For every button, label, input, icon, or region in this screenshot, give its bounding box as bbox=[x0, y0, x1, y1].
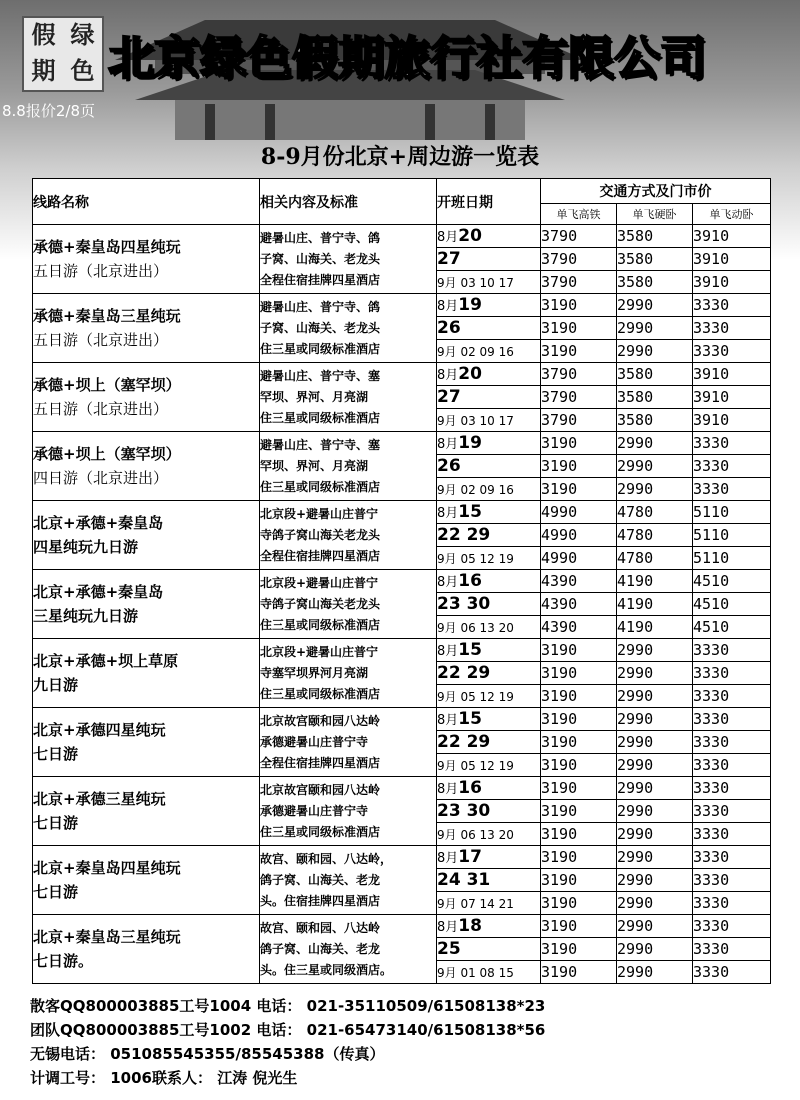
price-cell: 2990 bbox=[617, 455, 693, 478]
price-cell: 2990 bbox=[617, 662, 693, 685]
departure-date: 8月15 bbox=[437, 708, 541, 731]
price-cell: 3330 bbox=[693, 708, 771, 731]
price-cell: 3330 bbox=[693, 639, 771, 662]
departure-date: 8月19 bbox=[437, 294, 541, 317]
header-dates: 开班日期 bbox=[437, 179, 541, 225]
price-cell: 3580 bbox=[617, 271, 693, 294]
price-cell: 4190 bbox=[617, 616, 693, 639]
price-cell: 3190 bbox=[541, 432, 617, 455]
price-cell: 3790 bbox=[541, 409, 617, 432]
price-cell: 3190 bbox=[541, 869, 617, 892]
table-row bbox=[33, 708, 771, 731]
departure-date: 8月16 bbox=[437, 777, 541, 800]
price-cell: 2990 bbox=[617, 869, 693, 892]
price-cell: 3330 bbox=[693, 892, 771, 915]
price-cell: 3190 bbox=[541, 754, 617, 777]
price-cell: 3330 bbox=[693, 800, 771, 823]
price-cell: 3190 bbox=[541, 455, 617, 478]
table-row bbox=[33, 777, 771, 800]
price-cell: 3330 bbox=[693, 432, 771, 455]
route-content: 故宫、颐和园、八达岭 鸽子窝、山海关、老龙 头。住三星或同级酒店。 bbox=[260, 915, 437, 984]
header-transport: 交通方式及门市价 bbox=[541, 179, 771, 204]
departure-date: 9月 07 14 21 bbox=[437, 892, 541, 915]
price-cell: 4780 bbox=[617, 524, 693, 547]
route-name: 北京+承德+秦皇岛 四星纯玩九日游 bbox=[33, 501, 260, 570]
price-cell: 4510 bbox=[693, 570, 771, 593]
price-cell: 5110 bbox=[693, 547, 771, 570]
price-cell: 4190 bbox=[617, 570, 693, 593]
departure-date: 22 29 bbox=[437, 731, 541, 754]
price-cell: 3190 bbox=[541, 685, 617, 708]
price-cell: 3330 bbox=[693, 478, 771, 501]
price-cell: 3790 bbox=[541, 248, 617, 271]
price-cell: 5110 bbox=[693, 501, 771, 524]
departure-date: 9月 03 10 17 bbox=[437, 271, 541, 294]
departure-date: 9月 03 10 17 bbox=[437, 409, 541, 432]
price-cell: 2990 bbox=[617, 915, 693, 938]
price-cell: 2990 bbox=[617, 800, 693, 823]
route-content: 北京故宫颐和园八达岭 承德避暑山庄普宁寺 全程住宿挂牌四星酒店 bbox=[260, 708, 437, 777]
price-cell: 4390 bbox=[541, 593, 617, 616]
departure-date: 9月 05 12 19 bbox=[437, 754, 541, 777]
page-info: 8.8报价2/8页 bbox=[2, 102, 95, 120]
route-content: 避暑山庄、普宁寺、鸽 子窝、山海关、老龙头 全程住宿挂牌四星酒店 bbox=[260, 225, 437, 294]
price-cell: 3910 bbox=[693, 248, 771, 271]
price-cell: 4510 bbox=[693, 616, 771, 639]
price-cell: 3330 bbox=[693, 340, 771, 363]
price-cell: 3790 bbox=[541, 386, 617, 409]
price-cell: 3330 bbox=[693, 662, 771, 685]
route-content: 避暑山庄、普宁寺、塞 罕坝、界河、月亮湖 住三星或同级标准酒店 bbox=[260, 432, 437, 501]
departure-date: 9月 02 09 16 bbox=[437, 340, 541, 363]
departure-date: 23 30 bbox=[437, 593, 541, 616]
price-cell: 3190 bbox=[541, 662, 617, 685]
price-cell: 3190 bbox=[541, 915, 617, 938]
price-cell: 4390 bbox=[541, 616, 617, 639]
departure-date: 22 29 bbox=[437, 524, 541, 547]
departure-date: 26 bbox=[437, 317, 541, 340]
page-title: 8-9月份北京+周边游一览表 bbox=[260, 144, 540, 170]
price-cell: 3330 bbox=[693, 938, 771, 961]
header-content: 相关内容及标准 bbox=[260, 179, 437, 225]
price-cell: 3190 bbox=[541, 340, 617, 363]
route-name: 承德+秦皇岛四星纯玩 五日游（北京进出） bbox=[33, 225, 260, 294]
price-cell: 3580 bbox=[617, 248, 693, 271]
route-name: 承德+坝上（塞罕坝） 四日游（北京进出） bbox=[33, 432, 260, 501]
table-row bbox=[33, 225, 771, 248]
price-cell: 3190 bbox=[541, 317, 617, 340]
price-cell: 4780 bbox=[617, 501, 693, 524]
route-name: 承德+秦皇岛三星纯玩 五日游（北京进出） bbox=[33, 294, 260, 363]
footer-line-4: 计调工号： 1006联系人： 江涛 倪光生 bbox=[30, 1069, 298, 1087]
contact-footer bbox=[30, 994, 545, 1090]
price-cell: 3190 bbox=[541, 478, 617, 501]
company-name: 北京绿色假期旅行社有限公司 bbox=[108, 31, 706, 85]
price-cell: 3790 bbox=[541, 271, 617, 294]
table-row bbox=[33, 432, 771, 455]
route-content: 北京段+避暑山庄普宁 寺鸽子窝山海关老龙头 住三星或同级标准酒店 bbox=[260, 570, 437, 639]
price-cell: 3910 bbox=[693, 225, 771, 248]
price-cell: 3580 bbox=[617, 386, 693, 409]
price-cell: 3190 bbox=[541, 294, 617, 317]
price-cell: 3190 bbox=[541, 961, 617, 984]
price-cell: 3910 bbox=[693, 271, 771, 294]
departure-date: 26 bbox=[437, 455, 541, 478]
footer-line-2: 团队QQ800003885工号1002 电话： 021-65473140/61508138*56 bbox=[30, 1021, 546, 1039]
price-cell: 3330 bbox=[693, 317, 771, 340]
route-name: 北京+承德三星纯玩 七日游 bbox=[33, 777, 260, 846]
price-cell: 3330 bbox=[693, 685, 771, 708]
price-cell: 3190 bbox=[541, 892, 617, 915]
table-row bbox=[33, 639, 771, 662]
price-cell: 4780 bbox=[617, 547, 693, 570]
price-cell: 4510 bbox=[693, 593, 771, 616]
table-row bbox=[33, 294, 771, 317]
route-content: 北京段+避暑山庄普宁 寺塞罕坝界河月亮湖 住三星或同级标准酒店 bbox=[260, 639, 437, 708]
price-cell: 2990 bbox=[617, 754, 693, 777]
price-cell: 2990 bbox=[617, 639, 693, 662]
footer-line-3: 无锡电话： 051085545355/85545388（传真） bbox=[30, 1045, 385, 1063]
subheader-2: 单飞硬卧 bbox=[617, 204, 693, 225]
table-row bbox=[33, 501, 771, 524]
departure-date: 22 29 bbox=[437, 662, 541, 685]
company-logo: 假 绿 期 色 bbox=[22, 16, 104, 92]
price-cell: 2990 bbox=[617, 892, 693, 915]
price-cell: 2990 bbox=[617, 708, 693, 731]
price-cell: 3330 bbox=[693, 869, 771, 892]
departure-date: 8月20 bbox=[437, 225, 541, 248]
route-name: 北京+承德四星纯玩 七日游 bbox=[33, 708, 260, 777]
route-name: 北京+秦皇岛四星纯玩 七日游 bbox=[33, 846, 260, 915]
departure-date: 8月18 bbox=[437, 915, 541, 938]
departure-date: 9月 05 12 19 bbox=[437, 685, 541, 708]
departure-date: 8月15 bbox=[437, 501, 541, 524]
price-cell: 2990 bbox=[617, 846, 693, 869]
route-name: 北京+承德+坝上草原 九日游 bbox=[33, 639, 260, 708]
departure-date: 27 bbox=[437, 248, 541, 271]
subheader-3: 单飞动卧 bbox=[693, 204, 771, 225]
price-cell: 3790 bbox=[541, 363, 617, 386]
price-cell: 4190 bbox=[617, 593, 693, 616]
departure-date: 27 bbox=[437, 386, 541, 409]
route-content: 北京段+避暑山庄普宁 寺鸽子窝山海关老龙头 全程住宿挂牌四星酒店 bbox=[260, 501, 437, 570]
departure-date: 24 31 bbox=[437, 869, 541, 892]
price-cell: 2990 bbox=[617, 938, 693, 961]
route-content: 避暑山庄、普宁寺、塞 罕坝、界河、月亮湖 住三星或同级标准酒店 bbox=[260, 363, 437, 432]
price-cell: 3580 bbox=[617, 363, 693, 386]
price-cell: 3910 bbox=[693, 363, 771, 386]
departure-date: 8月17 bbox=[437, 846, 541, 869]
price-cell: 3910 bbox=[693, 409, 771, 432]
price-cell: 5110 bbox=[693, 524, 771, 547]
table-row bbox=[33, 570, 771, 593]
table-row bbox=[33, 846, 771, 869]
price-cell: 3330 bbox=[693, 846, 771, 869]
price-cell: 3190 bbox=[541, 639, 617, 662]
price-table bbox=[32, 178, 771, 984]
price-cell: 2990 bbox=[617, 478, 693, 501]
price-cell: 4390 bbox=[541, 570, 617, 593]
departure-date: 25 bbox=[437, 938, 541, 961]
price-cell: 3190 bbox=[541, 777, 617, 800]
table-row bbox=[33, 363, 771, 386]
table-row bbox=[33, 915, 771, 938]
footer-line-1: 散客QQ800003885工号1004 电话： 021-35110509/61508138*23 bbox=[30, 997, 546, 1015]
price-cell: 3190 bbox=[541, 846, 617, 869]
price-cell: 3330 bbox=[693, 915, 771, 938]
price-cell: 3330 bbox=[693, 823, 771, 846]
price-cell: 4990 bbox=[541, 501, 617, 524]
subheader-1: 单飞高铁 bbox=[541, 204, 617, 225]
price-cell: 2990 bbox=[617, 340, 693, 363]
departure-date: 8月19 bbox=[437, 432, 541, 455]
departure-date: 9月 02 09 16 bbox=[437, 478, 541, 501]
price-cell: 2990 bbox=[617, 823, 693, 846]
price-cell: 3330 bbox=[693, 754, 771, 777]
route-name: 承德+坝上（塞罕坝） 五日游（北京进出） bbox=[33, 363, 260, 432]
departure-date: 9月 06 13 20 bbox=[437, 616, 541, 639]
price-cell: 4990 bbox=[541, 524, 617, 547]
price-cell: 3910 bbox=[693, 386, 771, 409]
price-cell: 3190 bbox=[541, 938, 617, 961]
departure-date: 8月16 bbox=[437, 570, 541, 593]
route-content: 避暑山庄、普宁寺、鸽 子窝、山海关、老龙头 住三星或同级标准酒店 bbox=[260, 294, 437, 363]
route-content: 北京故宫颐和园八达岭 承德避暑山庄普宁寺 住三星或同级标准酒店 bbox=[260, 777, 437, 846]
departure-date: 8月15 bbox=[437, 639, 541, 662]
price-cell: 3790 bbox=[541, 225, 617, 248]
route-name: 北京+承德+秦皇岛 三星纯玩九日游 bbox=[33, 570, 260, 639]
price-cell: 2990 bbox=[617, 317, 693, 340]
departure-date: 9月 05 12 19 bbox=[437, 547, 541, 570]
price-cell: 3580 bbox=[617, 225, 693, 248]
price-cell: 4990 bbox=[541, 547, 617, 570]
price-cell: 2990 bbox=[617, 961, 693, 984]
price-cell: 3190 bbox=[541, 823, 617, 846]
route-name: 北京+秦皇岛三星纯玩 七日游。 bbox=[33, 915, 260, 984]
departure-date: 8月20 bbox=[437, 363, 541, 386]
price-cell: 3190 bbox=[541, 731, 617, 754]
price-cell: 2990 bbox=[617, 432, 693, 455]
price-cell: 2990 bbox=[617, 777, 693, 800]
departure-date: 9月 06 13 20 bbox=[437, 823, 541, 846]
price-cell: 3190 bbox=[541, 800, 617, 823]
price-cell: 2990 bbox=[617, 294, 693, 317]
price-cell: 3330 bbox=[693, 455, 771, 478]
price-cell: 3330 bbox=[693, 294, 771, 317]
departure-date: 9月 01 08 15 bbox=[437, 961, 541, 984]
price-cell: 2990 bbox=[617, 685, 693, 708]
price-cell: 3580 bbox=[617, 409, 693, 432]
price-cell: 3330 bbox=[693, 961, 771, 984]
header-route: 线路名称 bbox=[33, 179, 260, 225]
departure-date: 23 30 bbox=[437, 800, 541, 823]
price-cell: 3330 bbox=[693, 777, 771, 800]
price-cell: 2990 bbox=[617, 731, 693, 754]
price-cell: 3190 bbox=[541, 708, 617, 731]
price-cell: 3330 bbox=[693, 731, 771, 754]
route-content: 故宫、颐和园、八达岭， 鸽子窝、山海关、老龙 头。住宿挂牌四星酒店 bbox=[260, 846, 437, 915]
